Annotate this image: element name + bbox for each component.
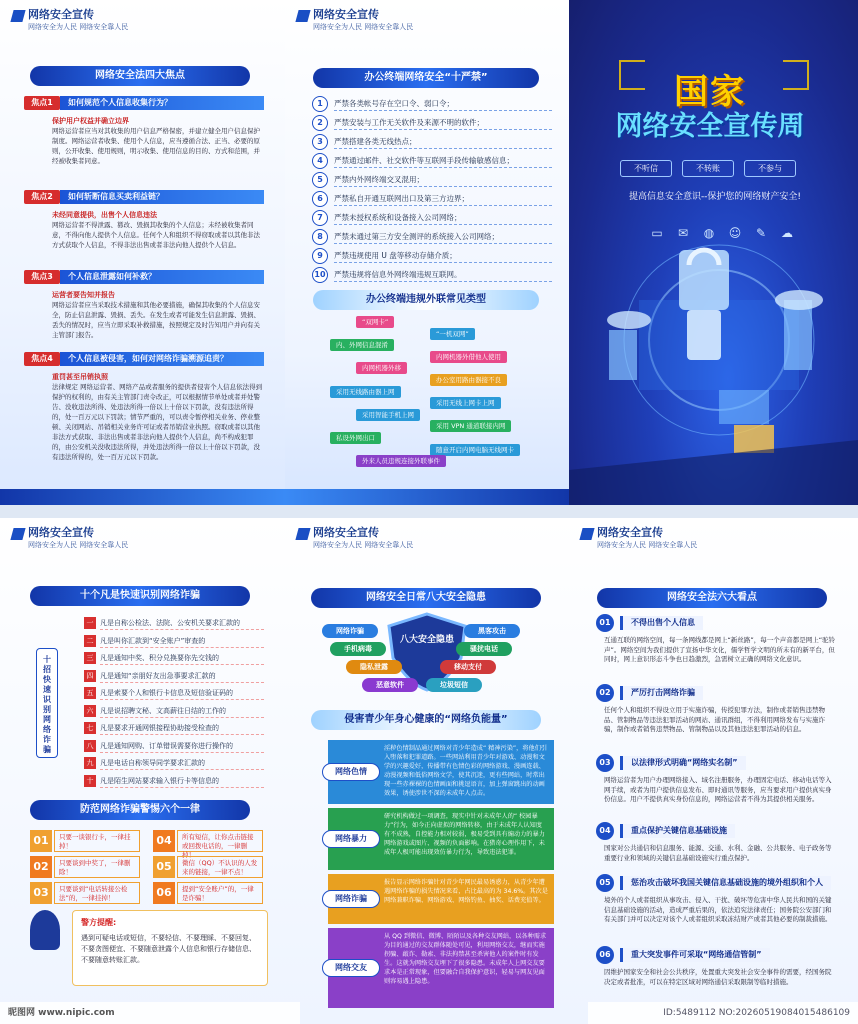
scam-number: 九 (84, 757, 96, 769)
ban-row (312, 267, 552, 283)
police-tip-box (72, 910, 268, 986)
ban-text: 严禁未授权系统和设备接入公司网络； (334, 211, 552, 225)
rule-number: 03 (30, 882, 52, 904)
ban-number: 9 (312, 248, 328, 264)
scam-text: 凡是说招聘文秘、文高薪往日结的工作的 (100, 704, 264, 718)
ban-row (312, 153, 552, 169)
harm-block (322, 928, 554, 1008)
violations-title: 办公终端违规外联常见类型 (313, 290, 539, 310)
focus-body: 网络运营者应当对其收集的用户信息严格保密，并建立健全用户信息保护制度。网络运营者收集、使用个人信息，应当遵循合法、正当、必要的原则，公开收集、使用规则，明示收集、使用信息的目的、方式和范围，并经被收集者同意。 (52, 127, 260, 165)
ban-text: 严禁搭建各类无线热点； (334, 135, 552, 149)
header-title: 网络安全宣传 (313, 526, 379, 539)
ban-row (312, 229, 552, 245)
violation-chip: 随意开启内网电脑无线网卡 (430, 444, 520, 456)
focus-body: 网络运营者不得泄露、篡改、毁损其收集的个人信息；未经被收集者同意，不得向他人提供个人信息。任何个人和组织不得窃取或者以其他非法方式获取个人信息，不得非法出售或者非法向他人提供个人信息。 (52, 221, 260, 249)
rule-text: 只要一谈银行卡，一律挂掉！ (54, 830, 140, 852)
hazards-title: 网络安全日常八大安全隐患 (311, 588, 541, 608)
scam-text: 凡是电话自称领导同学要求汇款的 (100, 756, 264, 770)
focus-subtitle: 重罚甚至吊销执照 (52, 373, 108, 381)
scam-text: 凡是陌生网站要求输入银行卡等信息的 (100, 774, 264, 788)
focus-question: 个人信息泄露如何补救？ (60, 270, 264, 284)
ban-text: 严禁通过邮件、社交软件等互联网手段传输敏感信息； (334, 154, 552, 168)
rule-number: 05 (153, 856, 175, 878)
ban-text: 严禁各类帐号存在空口令、弱口令； (334, 97, 552, 111)
violation-chip: “一机双网” (430, 328, 475, 340)
harm-label: 网络交友 (322, 959, 380, 977)
rule-text: 只要谈到中奖了，一律删除！ (54, 856, 140, 878)
law-point (596, 684, 836, 750)
law-point-heading: 不得出售个人信息 (620, 616, 703, 630)
scam-text: 凡是要求开通网银接程协助接受检查的 (100, 721, 264, 735)
rule-text: 只要谈到“电话转接公检法”的，一律挂掉！ (54, 882, 140, 904)
youth-title: 侵害青少年身心健康的“网络负能量” (311, 710, 541, 730)
violation-chip: 采用 VPN 通道联接内网 (430, 420, 511, 432)
harm-block (322, 740, 554, 804)
violation-chip: 私设外网出口 (330, 432, 381, 444)
scam-number: 二 (84, 635, 96, 647)
rule-card (153, 830, 263, 859)
ban-text: 严禁违规使用 U 盘等移动存储介质； (334, 249, 552, 263)
rule-text: 微信（QQ）不认识的人发来的链接，一律不点！ (177, 856, 263, 878)
cloud-icon: ☁ (781, 226, 793, 240)
ban-row (312, 96, 552, 112)
ban-number: 7 (312, 210, 328, 226)
header-subtitle: 网络安全为人民 网络安全靠人民 (313, 541, 414, 549)
scam-number: 六 (84, 705, 96, 717)
focus-subtitle: 保护用户权益并确立边界 (52, 117, 129, 125)
violation-chip: 办公室用路由器接不良 (430, 374, 507, 386)
ban-text: 严禁未通过第三方安全测评的系统接入公司网络； (334, 230, 552, 244)
header-subtitle: 网络安全为人民 网络安全靠人民 (597, 541, 698, 549)
violation-chip: 采用无线路由器上网 (330, 386, 401, 398)
rule-number: 01 (30, 830, 52, 852)
law-point-number: 03 (596, 754, 614, 772)
scam-row (84, 634, 264, 648)
panel-header (579, 526, 829, 562)
panel-header (10, 526, 260, 562)
rule-number: 04 (153, 830, 175, 852)
harm-body: 从 QQ 到微信、微博、陌陌以及各种交友网站，以各种需求为目的通过的交友群体随处可见，利用网络交友，继而实施拐骗、敲诈、勒索、非法拘禁甚至杀害他人的案件时有发生。这就为网络交友埋下了很多隐患。未成年人上网交友要求本是正常现象，但要融合自我保护意识，轻易与网友见面则容易遇上隐患。 (328, 928, 554, 1008)
ban-number: 2 (312, 115, 328, 131)
hazard-pill: 隐私泄露 (346, 660, 402, 674)
law-point-heading: 重点保护关键信息基础设施 (620, 824, 735, 838)
rule-card (30, 830, 140, 852)
laptop-icon: ▭ (651, 226, 663, 240)
focus-subtitle: 运营者要告知并报告 (52, 291, 115, 299)
chat-icon: ✎ (755, 226, 767, 240)
law-point-body: 境外的个人或者组织从事攻击、侵入、干扰、破坏等危害中华人民共和国的关键信息基础设施的活动，造成严重后果的，依法追究法律责任；国务院公安部门和有关部门并可以决定对该个人或者组织采取冻结财产或者其他必要的制裁措施。 (604, 896, 832, 923)
harm-label: 网络色情 (322, 763, 380, 781)
watermark-right: ID:5489112 NO:20260519084015486109 (588, 1002, 858, 1024)
law-point (596, 614, 836, 680)
header-subtitle: 网络安全为人民 网络安全靠人民 (28, 23, 129, 31)
scam-number: 三 (84, 652, 96, 664)
scam-row (84, 651, 264, 665)
top-sheet (0, 0, 858, 505)
police-figure-icon (30, 910, 60, 950)
cover-button-dont-join: 不参与 (744, 160, 796, 177)
ten-scams-side-label: 十招快速识别网络诈骗 (36, 648, 58, 758)
focus-question: 如何规范个人信息收集行为？ (60, 96, 264, 110)
focus-body: 网络运营者应当采取技术措施和其他必要措施，确保其收集的个人信息安全，防止信息泄露、毁损、丢失。在发生或者可能发生信息泄露、毁损、丢失的情况时，应当立即采取补救措施，按照规定及时告知用户并向有关主管部门报告。 (52, 301, 260, 339)
law-point-number: 05 (596, 874, 614, 892)
violation-chip: 外来人员违规连接外联事件 (356, 455, 446, 467)
scams-panel (0, 518, 285, 1024)
cover-button-dont-transfer: 不转账 (682, 160, 734, 177)
harm-body: 报告显示网络诈骗针对青少年网民最易诱惑力，从青少年遭遇网络诈骗的损失情况来看，占比最高的为 34.6%。其次是网络兼职诈骗、网络游戏、网络钓鱼、抽奖、话费充值等。 (328, 874, 554, 924)
rule-number: 02 (30, 856, 52, 878)
law-focus-panel (0, 0, 285, 505)
focus-subtitle: 未经同意提供，出售个人信息违法 (52, 211, 157, 219)
scam-row (84, 774, 264, 788)
harm-body: 研究机构做过一项调查，现实中针对未成年人的“ 校园暴力”行为，如今正向虚拟的网络转移，由于未成年人认知度有不成熟，自控能力相对较弱，极易受到具有煽动力的暴力网络游戏或图片、视频的负面影响。在猎奇心理作用下，未成年人极可能出现效仿暴力行为，导致违法犯罪。 (328, 808, 554, 870)
focus-question: 个人信息被侵害，如何对网络诈骗溯源追责？ (60, 352, 264, 366)
scam-number: 八 (84, 740, 96, 752)
violation-chip: 内网机器外移 (356, 362, 407, 374)
police-tip-title: 警方提醒: (81, 918, 117, 927)
law-focus-title: 网络安全法四大焦点 (30, 66, 250, 86)
shield-label: 八大安全隐患 (399, 635, 454, 645)
header-subtitle: 网络安全为人民 网络安全靠人民 (28, 541, 129, 549)
ban-row (312, 172, 552, 188)
ban-text: 严禁违规将信息外网终端违规互联网。 (334, 268, 552, 282)
law-point (596, 946, 836, 1002)
harm-label: 网络诈骗 (322, 890, 380, 908)
rule-text: 提到“安全账户”的，一律是诈骗！ (177, 882, 263, 904)
scam-row (84, 686, 264, 700)
ban-number: 4 (312, 153, 328, 169)
law-point-heading: 严厉打击网络诈骗 (620, 686, 703, 700)
footer-stripe (285, 489, 569, 505)
violation-chip: 内网机器外借他人使用 (430, 351, 507, 363)
scam-row (84, 616, 264, 630)
ban-row (312, 191, 552, 207)
header-title: 网络安全宣传 (597, 526, 663, 539)
focus-tag: 焦点2 (24, 190, 60, 204)
law-point-number: 01 (596, 614, 614, 632)
focus-item (24, 270, 264, 344)
harm-block (322, 874, 554, 924)
scam-text: 凡是通知中奖、积分兑换要你先交钱的 (100, 651, 264, 665)
focus-body: 法律规定 网络运营者、网络产品或者服务的提供者侵害个人信息依法得到保护的权利的，由有关主管部门责令改正，可以根据情节单处或者并处警告、没收违法所得、处违法所得一倍以上十倍以下罚款，没有违法所得的，处一百万元以下罚款；情节严重的，可以责令暂停相关业务、停业整顿、关闭网站、吊销相关业务许可证或者吊销营业执照。窃取或者以其他非法方式获取、非法出售或者非法向他人提供个人信息，尚不构成犯罪的，由公安机关没收违法所得，并处违法所得一倍以上十倍以下罚款，没有违法所得的，处一百万元以下罚款。 (52, 383, 263, 461)
header-title: 网络安全宣传 (28, 526, 94, 539)
hazard-pill: 垃圾短信 (426, 678, 482, 692)
law-six-title: 网络安全法六大看点 (597, 588, 827, 608)
law-point (596, 822, 836, 870)
header-subtitle: 网络安全为人民 网络安全靠人民 (313, 23, 414, 31)
ban-text: 严禁内外网终端交叉混用； (334, 173, 552, 187)
scam-number: 十 (84, 775, 96, 787)
ten-scams-title: 十个凡是快速识别网络诈骗 (30, 586, 250, 606)
focus-item (24, 96, 264, 184)
hazard-pill: 恶意软件 (362, 678, 418, 692)
rule-card (30, 856, 140, 878)
hazard-pill: 移动支付 (440, 660, 496, 674)
panel-header (295, 526, 545, 562)
scam-row (84, 756, 264, 770)
law-point-body: 国家对公共通信和信息服务、能源、交通、水利、金融、公共服务、电子政务等重要行业和领域的关键信息基础设施实行重点保护。 (604, 844, 832, 862)
rule-text: 所有短信，让你点击链接或回拨电话的，一律删掉！ (177, 830, 263, 852)
law-point-number: 02 (596, 684, 614, 702)
scam-row (84, 704, 264, 718)
header-title: 网络安全宣传 (28, 8, 94, 21)
focus-item (24, 190, 264, 264)
hazard-pill: 网络诈骗 (322, 624, 378, 638)
footer-stripe (0, 489, 285, 505)
hazard-pill: 手机病毒 (330, 642, 386, 656)
rule-card (153, 856, 263, 878)
mail-icon: ✉ (677, 226, 689, 240)
law-point-heading: 重大突发事件可采取“网络通信管制” (620, 948, 770, 962)
panel-header (295, 8, 545, 44)
ban-number: 5 (312, 172, 328, 188)
violation-chip: 内、外网信息混淆 (330, 339, 394, 351)
rule-card (30, 882, 140, 904)
focus-tag: 焦点1 (24, 96, 60, 110)
ban-row (312, 210, 552, 226)
harm-label: 网络暴力 (322, 830, 380, 848)
rule-number: 06 (153, 882, 175, 904)
harm-body: 淫秽色情制品通过网络对青少年造成“ 精神污染”，将他们引入堕落和犯罪道路。一些网站利用青少年对游戏、动漫和文学的兴趣爱好，传播带有色情色彩的网络游戏、漫画连载、动漫视频和低俗网络文学，使其沉迷，更有些网站，时常出现一些赤裸裸的色情画面和挑逗语言，加上弹窗跳出的动画效果，诱使涉世不深的未成年人点击。 (328, 740, 554, 804)
ban-number: 3 (312, 134, 328, 150)
cover-title-national: 国家 (674, 72, 746, 112)
ban-row (312, 115, 552, 131)
scam-text: 凡是通知“亲朋好友出急事要求汇款的 (100, 669, 264, 683)
law-point-number: 06 (596, 946, 614, 964)
scam-number: 一 (84, 617, 96, 629)
globe-icon: ◍ (703, 226, 715, 240)
scam-text: 凡是通知网购、订单错误需要你进行操作的 (100, 739, 264, 753)
scam-text: 凡是叫你汇款到“安全账户”审查的 (100, 634, 264, 648)
ban-number: 6 (312, 191, 328, 207)
scam-number: 七 (84, 722, 96, 734)
law-point-body: 网络运营者为用户办理网络接入、域名注册服务，办理固定电话、移动电话等入网手续，或者为用户提供信息发布、即时通讯等服务，应当要求用户提供真实身份信息。用户不提供真实身份信息的，网络运营者不得为其提供相关服务。 (604, 776, 832, 803)
hazard-pill: 骚扰电话 (456, 642, 512, 656)
scam-row (84, 721, 264, 735)
law-point (596, 874, 836, 942)
ban-row (312, 248, 552, 264)
law-point-body: 互通互联的网络空间，每一条网线都是网上“新丝路”，每一个声音都是网上“驼铃声”。网络空间为我们提供了宣扬中华文化，儒学哲学文明的所未有的新平台，但同时，网上意识形态斗争也日趋激烈，急需树立正确的网络文化意识。 (604, 636, 836, 663)
police-tip-text: 遇到可疑电话或短信，不要轻信、不要理睬、不要回复、不要贪图便宜、不要随意泄露个人信息和银行存储信息、不要随意转账汇款。 (81, 934, 256, 964)
ban-row (312, 134, 552, 150)
law-point-heading: 惩治攻击破坏我国关键信息基础设施的境外组织和个人 (620, 876, 831, 890)
scam-row (84, 669, 264, 683)
scam-text: 凡是自称公检法、法院、公安机关要求汇款的 (100, 616, 264, 630)
violation-chip: 采用无线上网卡上网 (430, 397, 501, 409)
ten-bans-title: 办公终端网络安全“十严禁” (313, 68, 539, 88)
focus-tag: 焦点4 (24, 352, 60, 366)
focus-tag: 焦点3 (24, 270, 60, 284)
user-icon: ☺ (728, 226, 742, 240)
law-point-body: 因维护国家安全和社会公共秩序，处置重大突发社会安全事件的需要，经国务院决定或者批准，可以在特定区域对网络通信采取限制等临时措施。 (604, 968, 832, 986)
scam-text: 凡是索要个人和银行卡信息及短信验证码的 (100, 686, 264, 700)
ban-text: 严禁私自开通互联网出口及第三方边界； (334, 192, 552, 206)
scam-row (84, 739, 264, 753)
harm-block (322, 808, 554, 870)
cover-slogan: 提高信息安全意识--保护您的网络财产安全! (628, 192, 802, 202)
watermark-left: 昵图网 www.nipic.com (0, 1002, 300, 1024)
scam-number: 四 (84, 670, 96, 682)
header-title: 网络安全宣传 (313, 8, 379, 21)
cover-title-main: 网络安全宣传周 (615, 111, 805, 142)
ban-number: 10 (312, 267, 328, 283)
rule-card (153, 882, 263, 904)
law-point (596, 754, 836, 818)
law-point-heading: 以法律形式明确“网络实名制” (620, 756, 746, 770)
violation-chip: 采用智能手机上网 (356, 409, 420, 421)
ban-number: 1 (312, 96, 328, 112)
cover-button-dont-believe: 不听信 (620, 160, 672, 177)
focus-item (24, 352, 264, 472)
ban-number: 8 (312, 229, 328, 245)
scam-number: 五 (84, 687, 96, 699)
law-point-number: 04 (596, 822, 614, 840)
ban-text: 严禁安装与工作无关软件及来源不明的软件； (334, 116, 552, 130)
six-rules-title: 防范网络诈骗警惕六个一律 (30, 800, 250, 820)
law-point-body: 任何个人和组织不得设立用于实施诈骗，传授犯罪方法，制作或者销售违禁物品、管制物品等违法犯罪活动的网站、通讯群组，不得利用网络发布与实施诈骗，制作或者销售违禁物品、管制物品以及其他违法犯罪活动的信息。 (604, 706, 825, 733)
focus-question: 如何斩断信息买卖利益链？ (60, 190, 264, 204)
bottom-sheet (0, 518, 858, 1024)
hazard-pill: 黑客攻击 (464, 624, 520, 638)
panel-header (10, 8, 260, 44)
violation-chip: “双网卡” (356, 316, 394, 328)
